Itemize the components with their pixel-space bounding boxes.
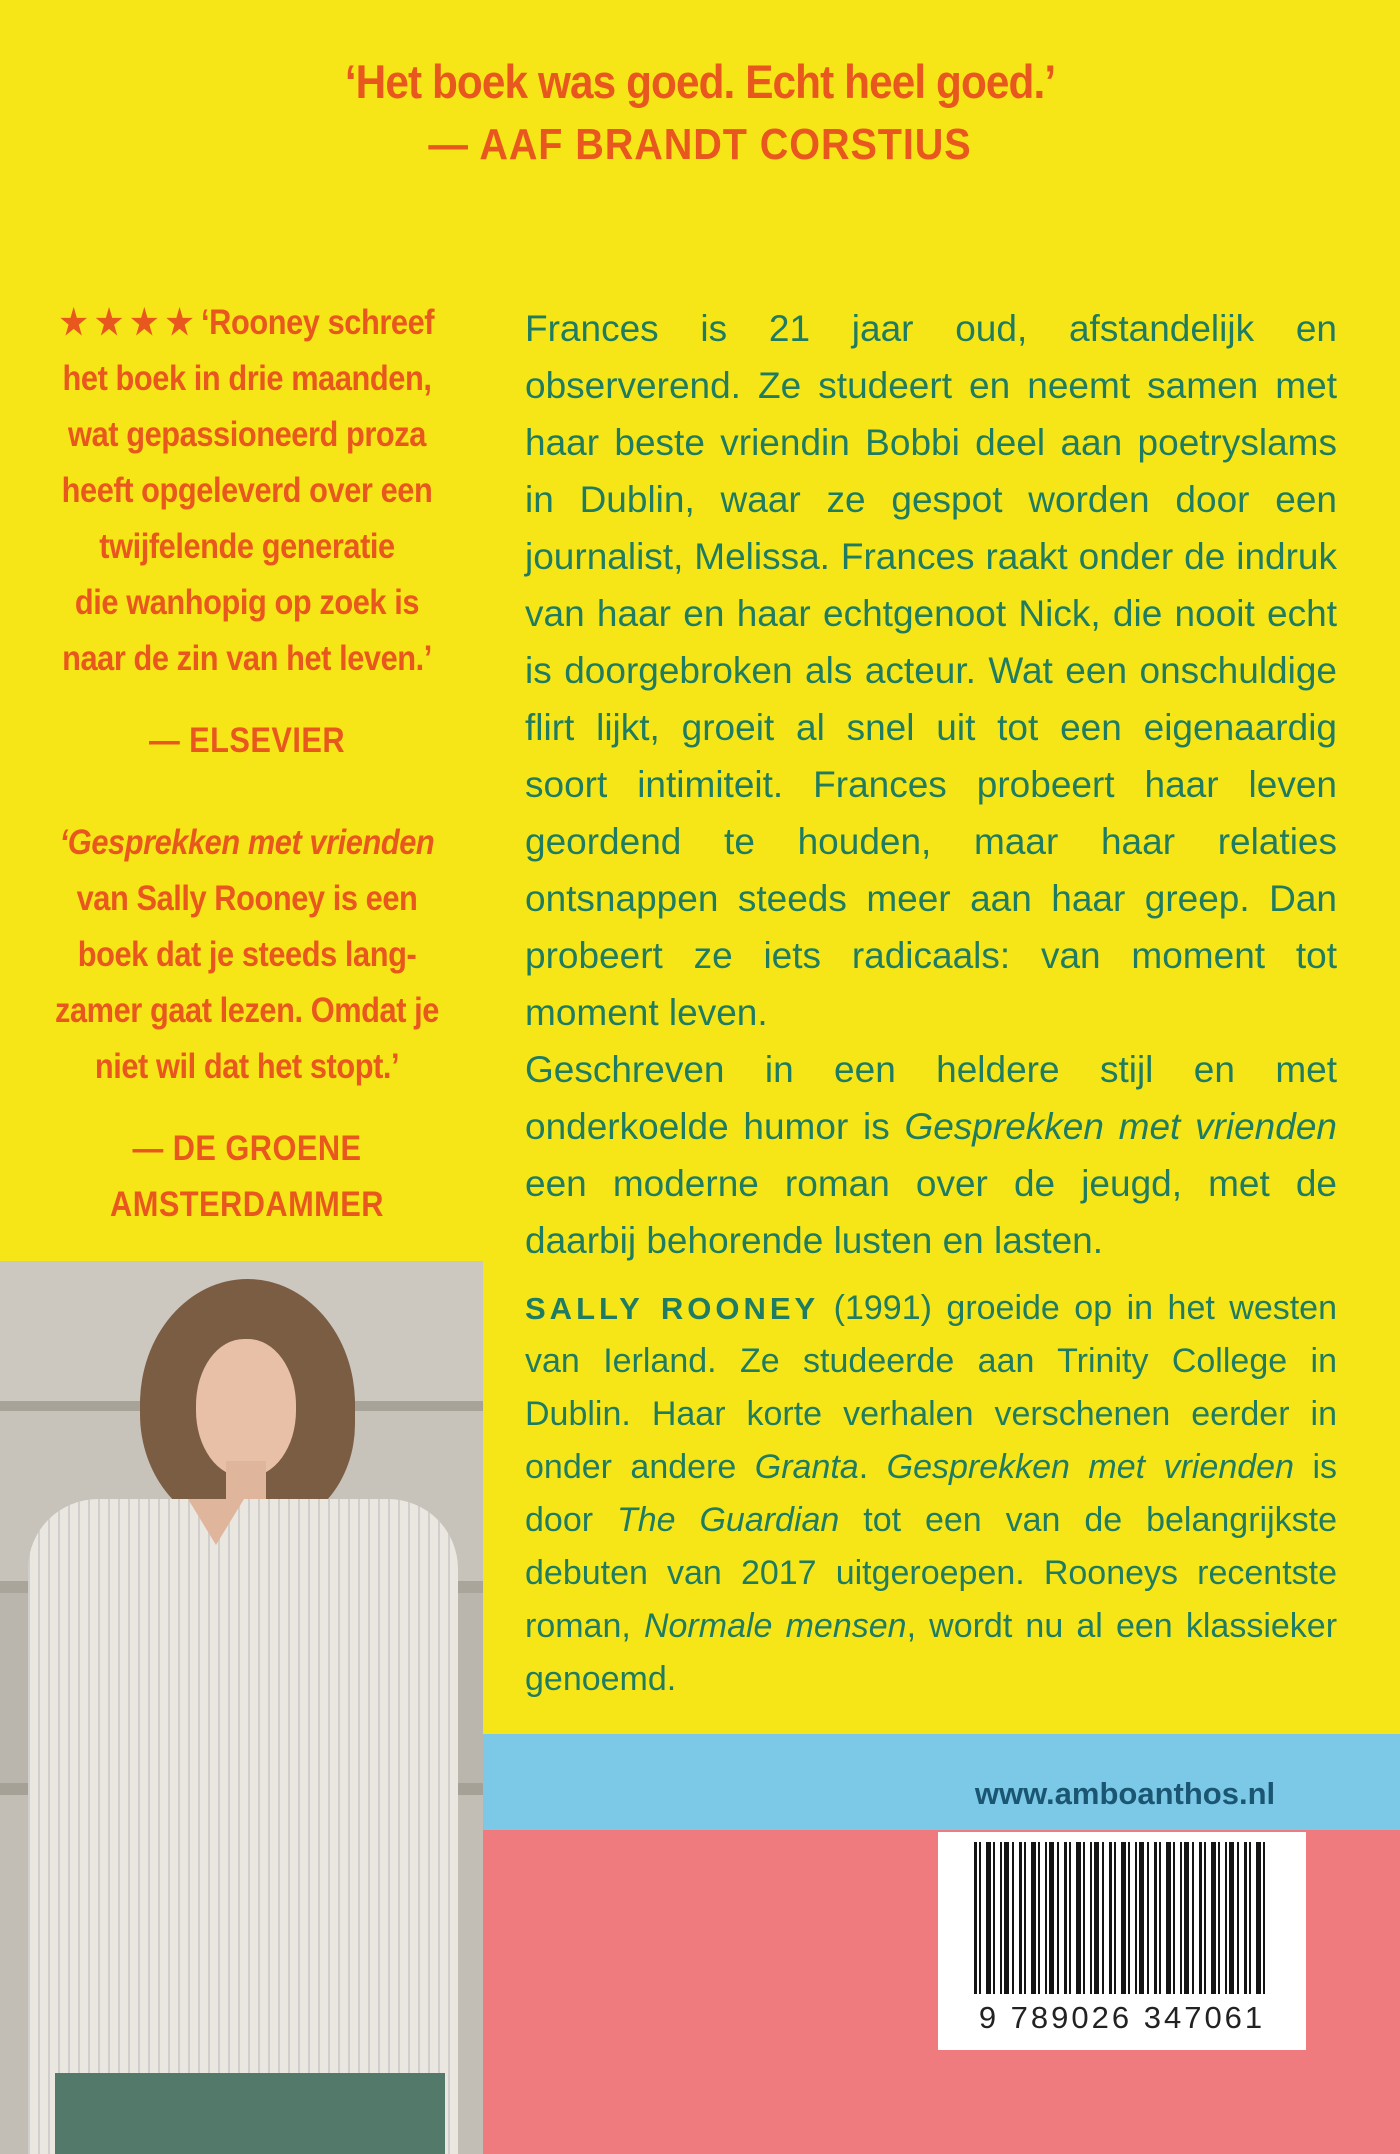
review-column <box>49 295 445 1233</box>
review-quote-groene-lines: ‘Gesprekken met vrienden van Sally Rooney is een boek dat je steeds lang- zamer gaat lezen. Omdat je niet wil dat het stopt.’ <box>55 823 439 1086</box>
person-face <box>196 1339 296 1477</box>
barcode-bars <box>974 1842 1270 1994</box>
review-quote-elsevier-lines: ★ ★ ★ ★ ‘Rooney schreef het boek in drie maanden, wat gepassioneerd proza heeft opgeleverd over een twijfelende generatie die wanhopig op zoek is naar de zin van het leven.’ <box>59 303 435 678</box>
author-bio: SALLY ROONEY (1991) groeide op in het westen van Ierland. Ze studeerde aan Trinity College in Dublin. Haar korte verhalen verschenen eerder in onder andere Granta. Gesprekken met vrienden is door The Guardian tot een van de belangrijkste debuten van 2017 uitgeroepen. Rooneys recentste roman, Normale mensen, wordt nu al een klassieker genoemd. <box>525 1289 1338 1698</box>
review-quote-elsevier <box>49 295 445 769</box>
top-quote-attribution: — AAF BRANDT CORSTIUS <box>428 120 972 169</box>
review-quote-groene-amsterdammer <box>49 815 445 1233</box>
barcode-box <box>938 1832 1306 2050</box>
synopsis <box>525 300 1337 1269</box>
person-green-pants <box>55 2073 445 2154</box>
person-striped-shirt <box>28 1499 458 2154</box>
barcode-number: 9 789026 347061 <box>978 2000 1266 2035</box>
synopsis-paragraph-1: Frances is 21 jaar oud, afstandelijk en observerend. Ze studeert en neemt samen met haar beste vriendin Bobbi deel aan poetryslams in Dublin, waar ze gespot worden door een journalist, Melissa. Frances raakt onder de indruk van haar en haar echtgenoot Nick, die nooit echt is doorgebroken als acteur. Wat een onschuldige flirt lijkt, groeit al snel uit tot een eigenaardig soort intimiteit. Frances probeert haar leven geordend te houden, maar haar relaties ontsnappen steeds meer aan haar greep. Dan probeert ze iets radicaals: van moment tot moment leven. <box>525 308 1337 1033</box>
author-photo <box>0 1261 483 2154</box>
shirt-stripes <box>28 1499 458 2154</box>
review-attribution-groene: — DE GROENE AMSTERDAMMER <box>110 1129 384 1224</box>
synopsis-paragraph-2: Geschreven in een heldere stijl en met onderkoelde humor is Gesprekken met vrienden een moderne roman over de jeugd, met de daarbij behorende lusten en lasten. <box>525 1049 1337 1261</box>
person-collar <box>188 1499 244 1545</box>
top-quote-text: ‘Het boek was goed. Echt heel goed.’ <box>344 55 1056 108</box>
publisher-url: www.amboanthos.nl <box>974 1776 1276 1811</box>
top-quote <box>70 52 1330 174</box>
review-attribution-elsevier: — ELSEVIER <box>148 721 346 760</box>
